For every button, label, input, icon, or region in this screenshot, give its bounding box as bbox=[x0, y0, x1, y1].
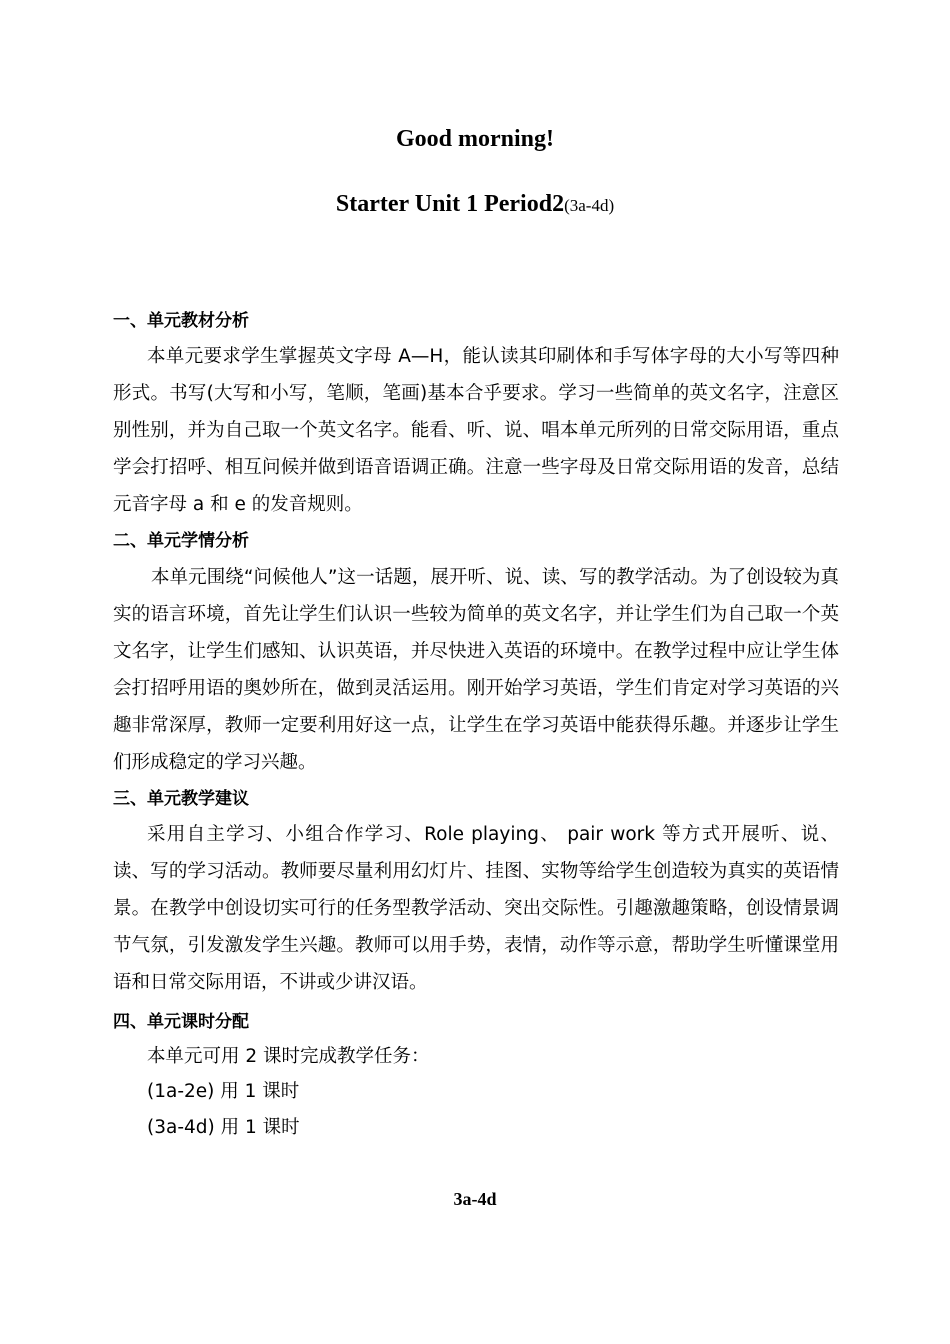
section-heading-period-allocation: 四、单元课时分配 bbox=[113, 1012, 249, 1032]
subtitle-main: Starter Unit 1 Period2 bbox=[335, 191, 565, 217]
section-heading-learner-analysis: 二、单元学情分析 bbox=[113, 531, 249, 551]
document-title: Good morning! bbox=[395, 126, 554, 152]
section-paragraph-textbook-analysis: 本单元要求学生掌握英文字母 A—H，能认读其印刷体和手写体字母的大小写等四种形式。书写(大写和小写，笔顺，笔画)基本合乎要求。学习一些简单的英文名字，注意区别性别，并为自己取一个英文名字。能看、听、说、唱本单元所列的日常交际用语，重点学会打招呼、相互问候并做到语音语调正确。注意一些字母及日常交际用语的发音，总结元音字母 a 和 e 的发音规则。 bbox=[113, 346, 839, 515]
subtitle-suffix: (3a-4d) bbox=[564, 196, 615, 215]
document-subtitle bbox=[0, 189, 950, 221]
section-heading-teaching-suggestions: 三、单元教学建议 bbox=[113, 789, 249, 809]
section-paragraph-learner-analysis: 本单元围绕“问候他人”这一话题，展开听、说、读、写的教学活动。为了创设较为真实的语言环境，首先让学生们认识一些较为简单的英文名字，并让学生们为自己取一个英文名字，让学生们感知、认识英语，并尽快进入英语的环境中。在教学过程中应让学生体会打招呼用语的奥妙所在，做到灵活运用。刚开始学习英语，学生们肯定对学习英语的兴趣非常深厚，教师一定要利用好这一点，让学生在学习英语中能获得乐趣。并逐步让学生们形成稳定的学习兴趣。 bbox=[113, 567, 839, 773]
next-part-title: 3a-4d bbox=[453, 1189, 497, 1209]
period-allocation-line: (1a-2e) 用 1 课时 bbox=[147, 1081, 300, 1102]
section-heading-textbook-analysis: 一、单元教材分析 bbox=[113, 311, 249, 331]
period-allocation-line: (3a-4d) 用 1 课时 bbox=[147, 1117, 300, 1138]
period-allocation-line: 本单元可用 2 课时完成教学任务： bbox=[147, 1046, 430, 1067]
section-paragraph-teaching-suggestions: 采用自主学习、小组合作学习、Role playing、 pair work 等方式开展听、说、读、写的学习活动。教师要尽量利用幻灯片、挂图、实物等给学生创造较为真实的英语情景。在教学中创设切实可行的任务型教学活动、突出交际性。引趣激趣策略，创设情景调节气氛，引发激发学生兴趣。教师可以用手势，表情，动作等示意，帮助学生听懂课堂用语和日常交际用语，不讲或少讲汉语。 bbox=[113, 824, 839, 993]
